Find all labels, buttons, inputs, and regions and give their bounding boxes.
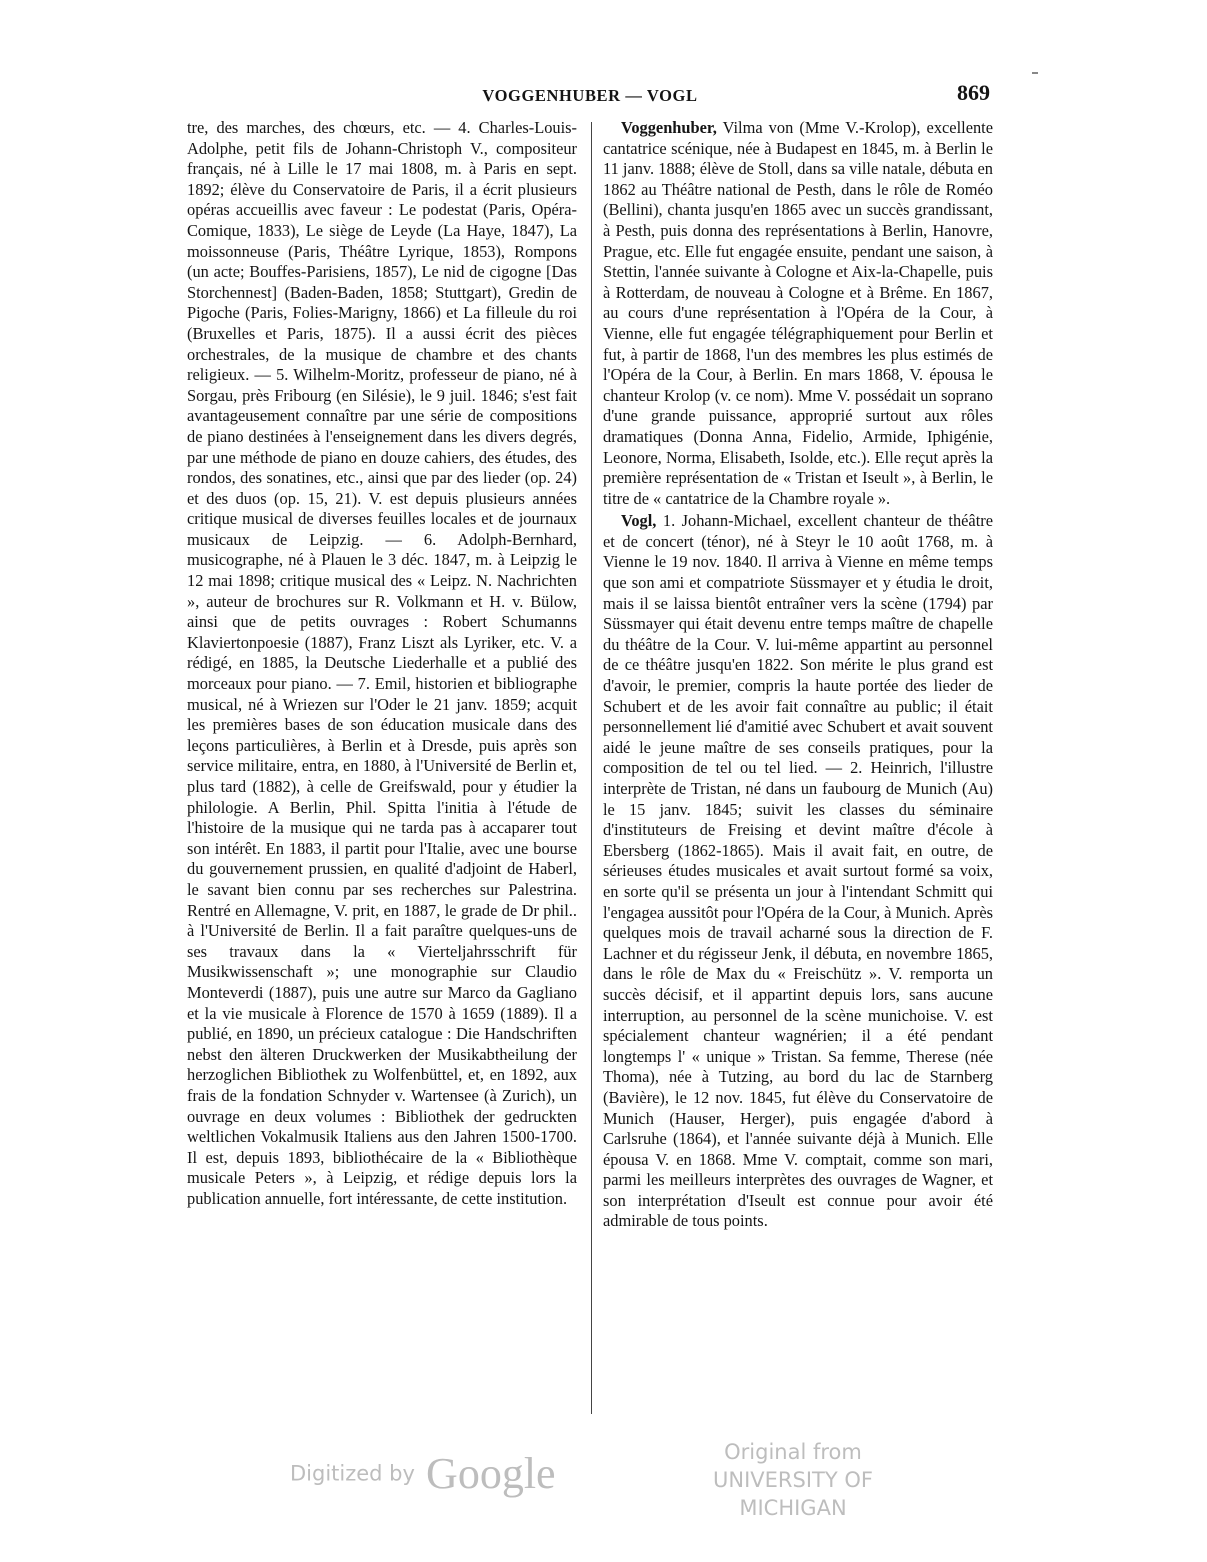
right-column — [603, 118, 993, 1232]
scan-mark — [1032, 72, 1038, 74]
headword-vogl: Vogl, — [621, 511, 657, 531]
running-title: VOGGENHUBER — VOGL — [482, 86, 698, 105]
scan-footer — [0, 1438, 1207, 1520]
digitized-by-watermark — [290, 1448, 556, 1499]
left-column — [187, 118, 577, 1209]
headword-voggenhuber: Voggenhuber, — [621, 118, 717, 137]
left-column-text: tre, des marches, des chœurs, etc. — 4. Charles-Louis-Adolphe, petit fils de Johann-Christoph V., compositeur français, né à Lille le 17 mai 1808, m. à Paris en sept. 1892; élève du Conservatoire de Paris, il a écrit plusieurs opéras accueillis avec faveur : Le podestat (Paris, Opéra-Comique, 1833), Le siège de Leyde (La Haye, 1847), La moissonneuse (Paris, Théâtre Lyrique, 1853), Rompons (un acte; Bouffes-Parisiens, 1857), Le nid de cigogne [Das Storchennest] (Baden-Baden, 1858; Stuttgart), Gredin de Pigoche (Paris, Folies-Marigny, 1866) et La filleule du roi (Bruxelles et Paris, 1875). Il a aussi écrit des pièces orchestrales, de la musique de chambre et des chants religieux. — 5. Wilhelm-Moritz, professeur de piano, né à Sorgau, près Fribourg (en Silésie), le 9 juil. 1846; s'est fait avantageusement connaître par une série de compositions de piano destinées à l'enseignement dans les divers degrés, par une méthode de piano en douze cahiers, des études, des rondos, des sonatines, etc., ainsi que par des lieder (op. 24) et des duos (op. 15, 21). V. est depuis plusieurs années critique musical de diverses feuilles locales et de journaux musicaux de Leipzig. — 6. Adolph-Bernhard, musicographe, né à Plauen le 3 déc. 1847, m. à Leipzig le 12 mai 1898; critique musical des « Leipz. N. Nachrichten », auteur de brochures sur R. Volkmann et H. v. Bülow, ainsi que de petits ouvrages : Robert Schumanns Klaviertonpoesie (1887), Franz Liszt als Lyriker, etc. V. a rédigé, en 1885, la Deutsche Liederhalle et a publié des morceaux pour piano. — 7. Emil, historien et bibliographe musical, né à Wriezen sur l'Oder le 21 janv. 1859; acquit les premières bases de son éducation musicale dans des leçons particulières, à Berlin et à Dresde, puis après son service militaire, entra, en 1880, à l'Université de Berlin et, plus tard (1882), à celle de Greifswald, pour y étudier la philologie. A Berlin, Phil. Spitta l'initia à l'étude de l'histoire de la musique qui ne tarda pas à accaparer tout son intérêt. En 1883, il partit pour l'Italie, avec une bourse du gouvernement prussien, en qualité d'adjoint de Haberl, le savant bien connu par ses recherches sur Palestrina. Rentré en Allemagne, V. prit, en 1887, le grade de Dr phil.. à l'Université de Berlin. Il a fait paraître quelques-uns de ses travaux dans la « Vierteljahrsschrift für Musikwissenschaft »; une monographie sur Claudio Monteverdi (1887), puis une autre sur Marco da Gagliano et la vie musicale à Florence de 1570 à 1659 (1889). Il a publié, en 1890, un précieux catalogue : Die Handschriften nebst den älteren Druckwerken der Musikabtheilung der herzoglichen Bibliothek zu Wolfenbüttel, et, en 1892, aux frais de la fondation Schnyder v. Wartensee (à Zurich), un ouvrage en deux volumes : Bibliothek der gedruckten weltlichen Vokalmusik Italiens aus den Jahren 1500-1700. Il est, depuis 1893, bibliothécaire de la « Bibliothèque musicale Peters », à Leipzig, et rédige depuis lors la publication annuelle, fort intéressante, de cette institution. — [187, 118, 577, 1208]
original-from-watermark — [668, 1438, 918, 1522]
original-from-text: Original from — [724, 1440, 862, 1464]
entry-vogl-body: 1. Johann-Michael, excellent chanteur de théâtre et de concert (ténor), né à Steyr le 10 août 1768, m. à Vienne le 19 nov. 1840. Il arriva à Vienne en même temps que son ami et compatriote Süssmayer et y étudia le droit, mais il se laissa bientôt entraîner vers la scène (1794) par Süssmayer qui était devenu entre temps maître de chapelle du théâtre de la Cour. V. lui-même appartint au personnel de ce théâtre jusqu'en 1822. Son mérite le plus grand est d'avoir, le premier, compris la haute portée des lieder de Schubert et de les avoir fait connaître au public; il était personnellement lié d'amitié avec Schubert et avait souvent aidé le jeune maître de ses conseils pratiques, pour la composition de tel ou tel lied. — 2. Heinrich, l'illustre interprète de Tristan, né dans un faubourg de Munich (Au) le 15 janv. 1845; suivit les classes du séminaire d'instituteurs de Freising et devint maître d'école à Ebersberg (1862-1865). Mais il avait fait, en outre, de sérieuses études musicales et avait surtout formé sa voix, en sorte qu'il se présenta un jour à l'intendant Schmitt qui l'engagea aussitôt pour l'Opéra de la Cour, à Munich. Après quelques mois de travail acharné sous la direction de F. Lachner et du régisseur Jenk, il débuta, en novembre 1865, dans le rôle de Max du « Freischütz ». V. remporta un succès décisif, et il appartint depuis lors, sans aucune interruption, au personnel de la scène munichoise. V. est spécialement chanteur wagnérien; il a été pendant longtemps l' « unique » Tristan. Sa femme, Therese (née Thoma), née à Tutzing, au bord du lac de Starnberg (Bavière), le 12 nov. 1845, fut élève du Conservatoire de Munich (Hauser, Herger), puis engagée d'abord à Carlsruhe (1864), et l'année suivante déjà à Munich. Elle épousa V. en 1868. Mme V. comptait, comme son mari, parmi les meilleurs interprètes des ouvrages de Wagner, et son interprétation d'Iseult est connue pour avoir été admirable de tous points. — [603, 511, 993, 1231]
entry-voggenhuber-body: Vilma von (Mme V.-Krolop), excellente cantatrice scénique, née à Budapest en 1845, m. à Berlin le 11 janv. 1888; élève de Stoll, dans sa ville natale, débuta en 1862 au Théâtre national de Pesth, dans le rôle de Roméo (Bellini), chanta jusqu'en 1865 avec un succès grandissant, à Pesth, puis donna des représentations à Berlin, Hanovre, Prague, etc. Elle fut engagée ensuite, pendant une saison, à Stettin, l'année suivante à Cologne et Aix-la-Chapelle, puis à Rotterdam, de nouveau à Cologne et à Brême. En 1867, au cours d'une représentation à l'Opéra de la Cour, à Vienne, elle fut engagée télégraphiquement pour Berlin et fut, à partir de 1868, l'un des membres les plus estimés de l'Opéra de la Cour, à Berlin. En mars 1868, V. épousa le chanteur Krolop (v. ce nom). Mme V. possédait un soprano d'une grande puissance, approprié surtout aux rôles dramatiques (Donna Anna, Fidelio, Armide, Iphigénie, Leonore, Norma, Elisabeth, Isolde, etc.). Elle reçut après la première représentation de « Tristan et Iseult », à Berlin, le titre de « cantatrice de la Chambre royale ». — [603, 118, 993, 508]
column-divider — [591, 122, 592, 1414]
google-logo-text: Google — [426, 1449, 556, 1498]
entry-vogl — [603, 511, 993, 1232]
entry-voggenhuber — [603, 118, 993, 509]
running-head — [190, 80, 990, 114]
university-text: UNIVERSITY OF MICHIGAN — [713, 1468, 873, 1520]
digitized-by-text: Digitized by — [290, 1461, 415, 1486]
page-number: 869 — [957, 80, 990, 105]
